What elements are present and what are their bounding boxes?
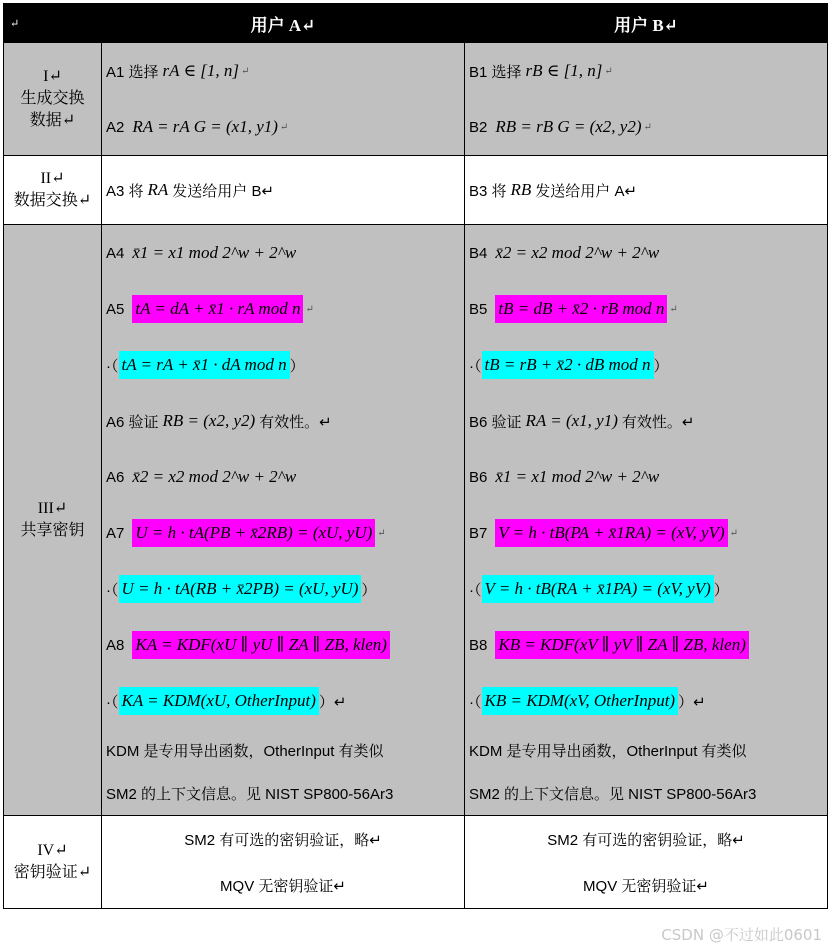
step-a8: A8 KA = KDF(xU ∥ yU ∥ ZA ∥ ZB, klen)	[102, 617, 464, 673]
header-corner: ↵	[4, 4, 102, 43]
step-a5: A5 tA = dA + x̄1 · rA mod n ↵	[102, 281, 464, 337]
step-b1: B1 选择 rB ∈ [1, n] ↵	[469, 61, 613, 81]
step-a2: A2 RA = rA G = (x1, y1) ↵	[106, 117, 289, 136]
stage-label-shared-key	[4, 225, 102, 816]
note-b-line1: KDM 是专用导出函数，OtherInput 有类似	[469, 743, 747, 760]
step-b6-verify: B6 验证 RA = (x1, y1) 有效性。↵	[469, 411, 695, 431]
step-a7-alt: ·（ U = h · tA(RB + x̄2PB) = (xU, yU) ）	[102, 561, 464, 617]
step-b3: B3 将 RB 发送给用户 A↵	[469, 180, 638, 200]
user-a-cell	[102, 43, 465, 156]
stage-title: 生成交换	[20, 90, 85, 107]
header-user-a: 用户 A↵	[102, 4, 465, 43]
verify-a-line2: MQV 无密钥验证↵	[220, 877, 346, 895]
step-b5-alt: ·（ tB = rB + x̄2 · dB mod n ）	[465, 337, 827, 393]
header-user-b: 用户 B↵	[465, 4, 828, 43]
step-b7: B7 V = h · tB(PA + x̄1RA) = (xV, yV) ↵	[465, 505, 827, 561]
step-a6: A6 x̄2 = x2 mod 2^w + 2^w	[106, 467, 297, 486]
note-b-line2: SM2 的上下文信息。见 NIST SP800-56Ar3	[469, 786, 757, 803]
step-a7: A7 U = h · tA(PB + x̄2RB) = (xU, yU) ↵	[102, 505, 464, 561]
stage-label-generate	[4, 43, 102, 156]
step-a4: A4 x̄1 = x1 mod 2^w + 2^w	[106, 243, 297, 262]
header-row	[4, 4, 828, 43]
user-a-cell	[102, 156, 465, 225]
stage-number: II↵	[40, 170, 65, 187]
csdn-watermark: CSDN @不过如此0601	[661, 926, 822, 944]
note-a-line1: KDM 是专用导出函数，OtherInput 有类似	[106, 743, 384, 760]
user-a-cell	[102, 225, 465, 816]
stage-label-exchange	[4, 156, 102, 225]
verify-a-line1: SM2 有可选的密钥验证，略↵	[184, 831, 382, 849]
step-b4: B4 x̄2 = x2 mod 2^w + 2^w	[469, 243, 660, 262]
step-a6-verify: A6 验证 RB = (x2, y2) 有效性。↵	[106, 411, 332, 431]
stage-row-exchange	[4, 156, 828, 225]
verify-b-line2: MQV 无密钥验证↵	[583, 877, 709, 895]
user-b-cell	[465, 225, 828, 816]
verify-b-line1: SM2 有可选的密钥验证，略↵	[547, 831, 745, 849]
user-a-cell	[102, 816, 465, 909]
step-b2: B2 RB = rB G = (x2, y2) ↵	[469, 117, 652, 136]
user-b-cell	[465, 156, 828, 225]
stage-title: 共享密钥	[20, 522, 85, 539]
note-a-line2: SM2 的上下文信息。见 NIST SP800-56Ar3	[106, 786, 394, 803]
step-b6: B6 x̄1 = x1 mod 2^w + 2^w	[469, 467, 660, 486]
stage-row-generate	[4, 43, 828, 156]
stage-number: I↵	[43, 68, 62, 85]
stage-title-cont: 数据↵	[29, 112, 76, 129]
stage-number: III↵	[37, 500, 68, 517]
step-a1: A1 选择 rA ∈ [1, n] ↵	[106, 61, 250, 81]
stage-row-verify	[4, 816, 828, 909]
stage-row-shared-key	[4, 225, 828, 816]
stage-title: 数据交换↵	[13, 192, 92, 209]
stage-label-verify	[4, 816, 102, 909]
key-exchange-table	[3, 3, 828, 909]
step-b7-alt: ·（ V = h · tB(RA + x̄1PA) = (xV, yV) ）	[465, 561, 827, 617]
stage-title: 密钥验证↵	[13, 864, 92, 881]
user-b-cell	[465, 43, 828, 156]
stage-number: IV↵	[37, 842, 68, 859]
step-b8: B8 KB = KDF(xV ∥ yV ∥ ZA ∥ ZB, klen)	[465, 617, 827, 673]
step-b8-alt: ·（ KB = KDM(xV, OtherInput) ）↵	[465, 673, 827, 729]
step-b5: B5 tB = dB + x̄2 · rB mod n ↵	[465, 281, 827, 337]
step-a8-alt: ·（ KA = KDM(xU, OtherInput) ）↵	[102, 673, 464, 729]
step-a5-alt: ·（ tA = rA + x̄1 · dA mod n ）	[102, 337, 464, 393]
step-a3: A3 将 RA 发送给用户 B↵	[106, 180, 275, 200]
user-b-cell	[465, 816, 828, 909]
